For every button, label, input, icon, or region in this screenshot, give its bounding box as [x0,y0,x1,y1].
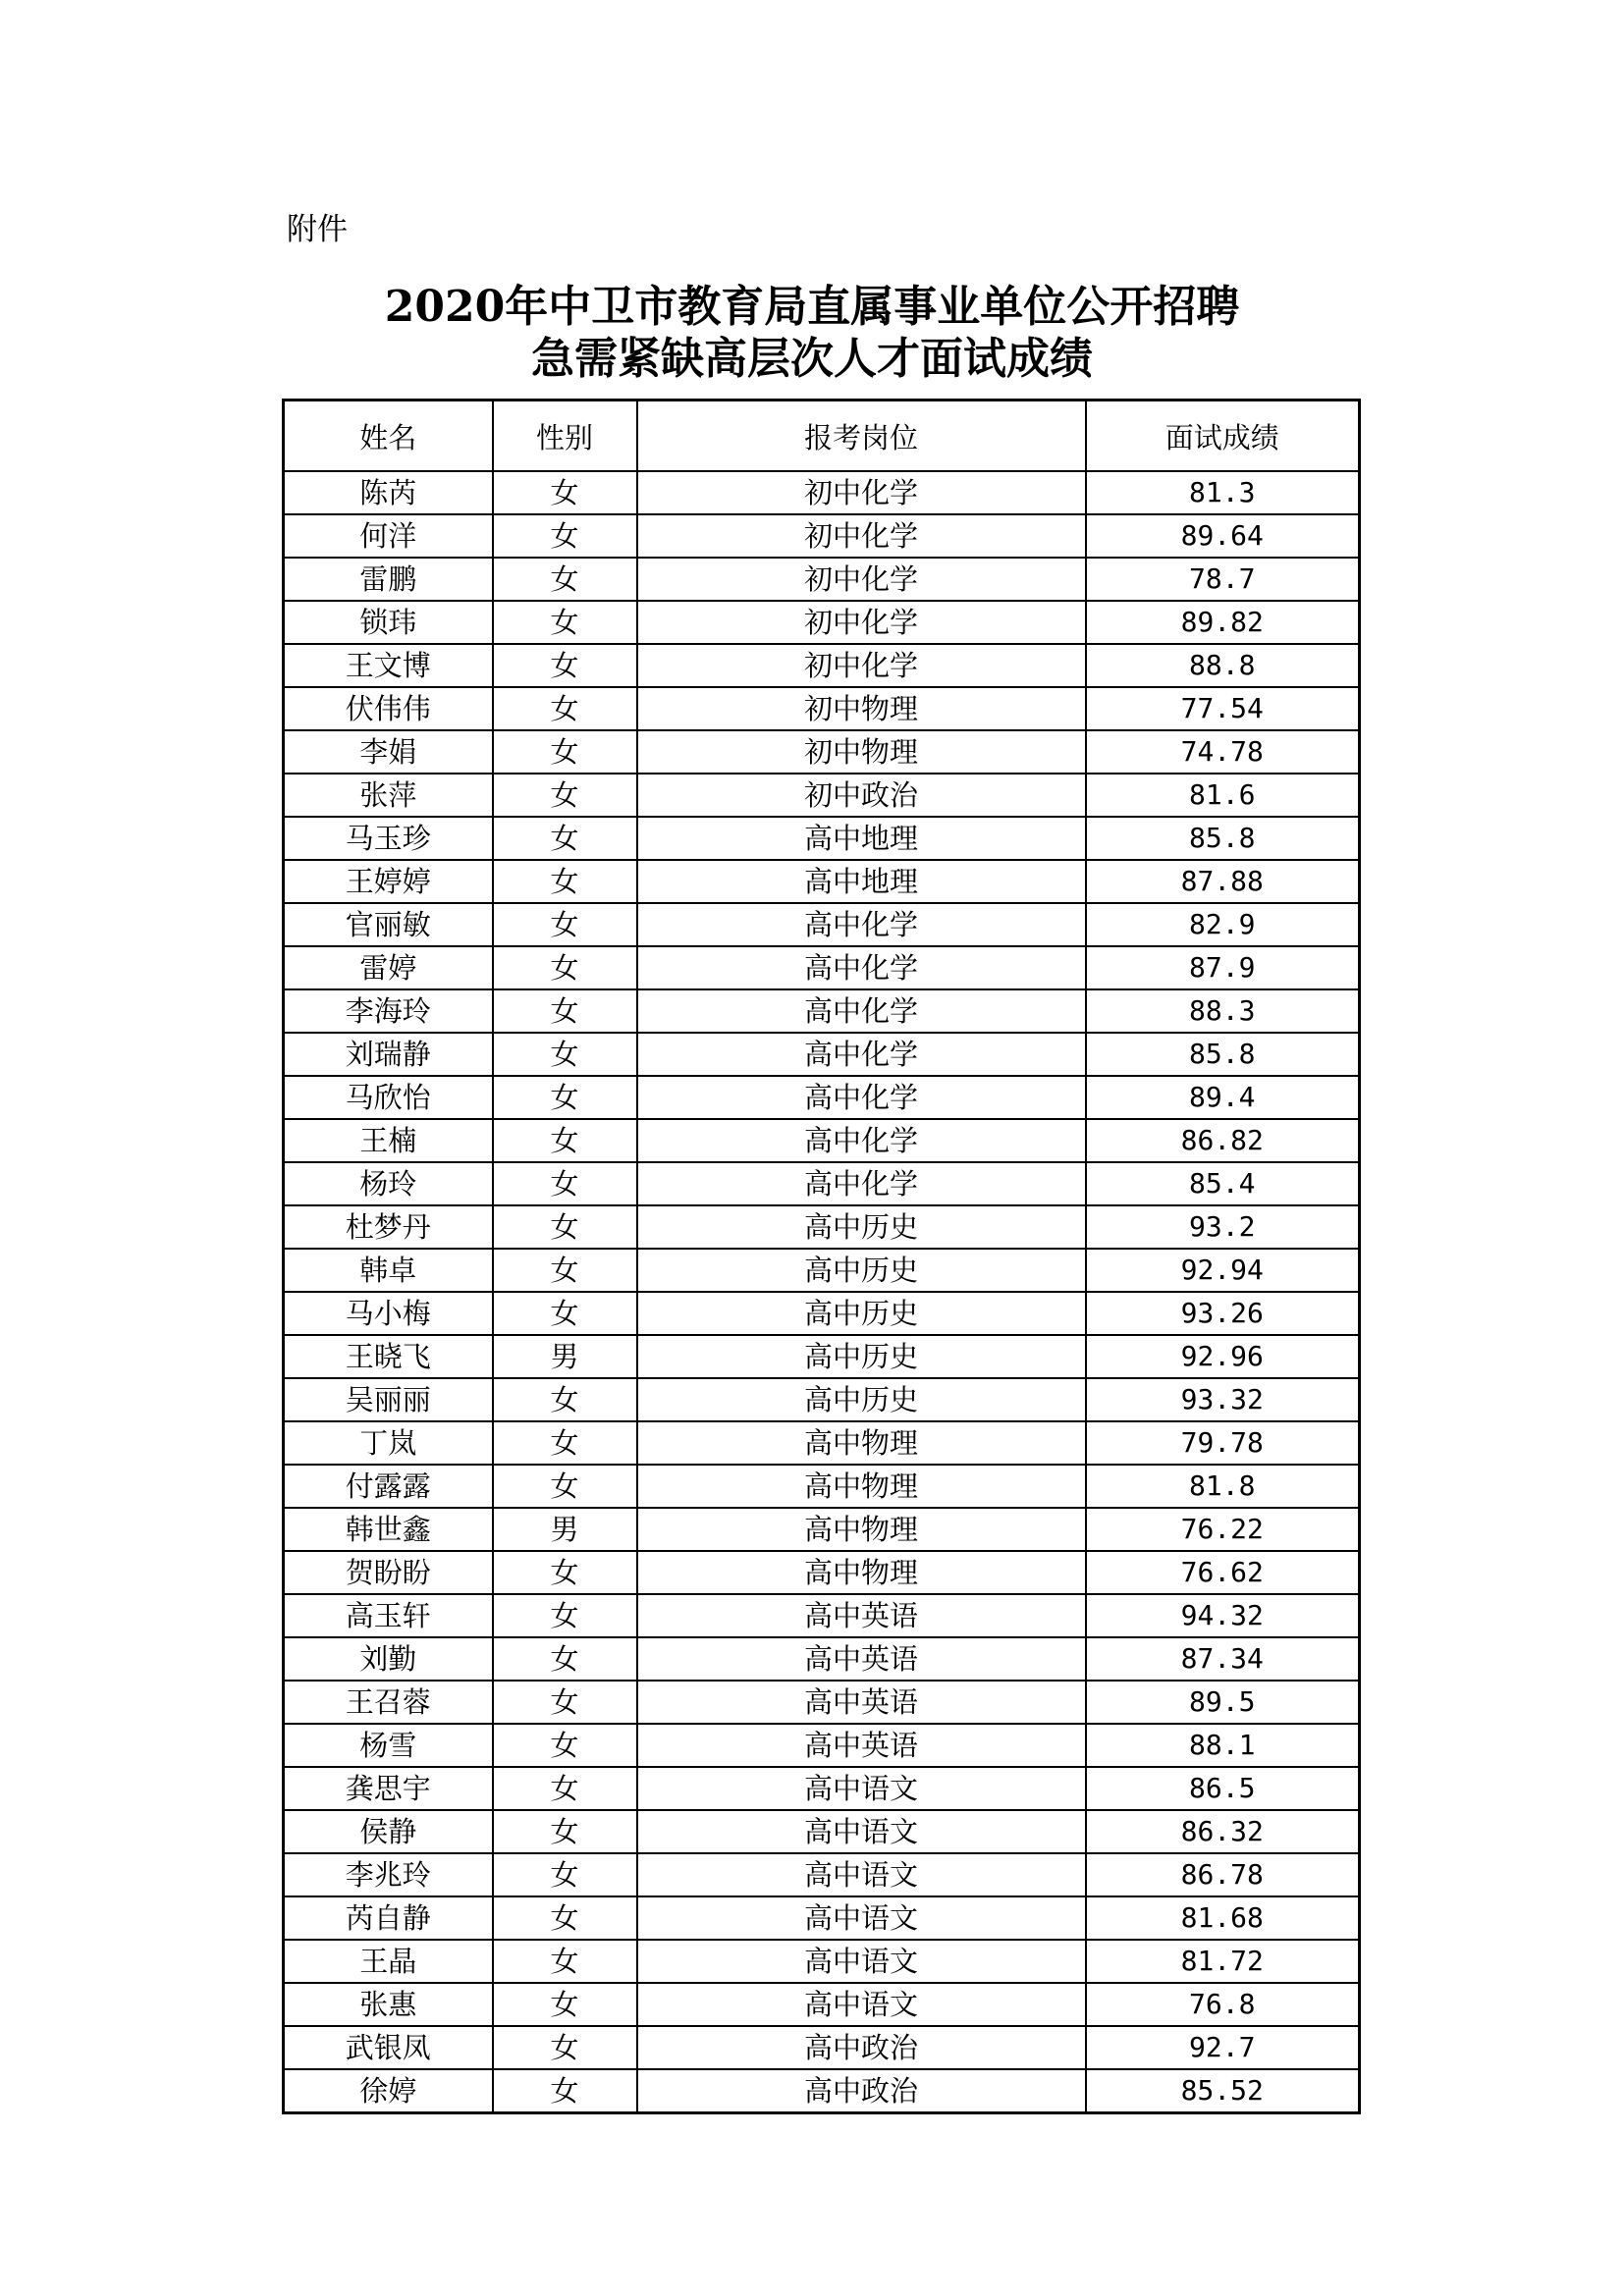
cell-gender: 女 [493,1378,637,1421]
cell-score: 81.72 [1086,1940,1360,1983]
table-header-row [284,400,1360,472]
table-row [284,1853,1360,1896]
cell-score: 77.54 [1086,687,1360,730]
cell-name: 王文博 [284,644,493,687]
table-row [284,817,1360,860]
cell-name: 何洋 [284,514,493,558]
cell-gender: 女 [493,558,637,601]
cell-name: 李海玲 [284,989,493,1033]
cell-score: 94.32 [1086,1594,1360,1637]
cell-score: 88.8 [1086,644,1360,687]
cell-position: 高中地理 [637,860,1086,903]
cell-gender: 女 [493,601,637,644]
cell-gender: 女 [493,1767,637,1810]
cell-position: 初中化学 [637,558,1086,601]
table-row [284,1292,1360,1335]
header-gender: 性别 [493,400,637,472]
cell-score: 74.78 [1086,730,1360,774]
cell-position: 高中化学 [637,989,1086,1033]
cell-score: 89.82 [1086,601,1360,644]
cell-name: 李娟 [284,730,493,774]
cell-position: 初中化学 [637,644,1086,687]
cell-name: 韩卓 [284,1249,493,1292]
cell-gender: 女 [493,1465,637,1508]
cell-name: 雷鹏 [284,558,493,601]
table-row [284,860,1360,903]
cell-position: 高中语文 [637,1983,1086,2026]
cell-name: 武银凤 [284,2026,493,2069]
cell-name: 龚思宇 [284,1767,493,1810]
cell-position: 高中语文 [637,1896,1086,1940]
cell-position: 初中物理 [637,730,1086,774]
table-row [284,1205,1360,1249]
cell-score: 93.32 [1086,1378,1360,1421]
cell-position: 高中物理 [637,1465,1086,1508]
table-row [284,1724,1360,1767]
cell-gender: 女 [493,1810,637,1853]
cell-gender: 女 [493,1853,637,1896]
table-row [284,1335,1360,1378]
cell-gender: 女 [493,471,637,514]
cell-position: 高中英语 [637,1681,1086,1724]
cell-position: 高中英语 [637,1594,1086,1637]
cell-gender: 女 [493,1551,637,1594]
header-name: 姓名 [284,400,493,472]
header-position: 报考岗位 [637,400,1086,472]
cell-position: 高中语文 [637,1853,1086,1896]
cell-position: 高中历史 [637,1378,1086,1421]
cell-position: 高中政治 [637,2026,1086,2069]
cell-name: 丁岚 [284,1421,493,1465]
interview-scores-table [282,399,1361,2114]
cell-gender: 女 [493,1681,637,1724]
cell-position: 高中历史 [637,1292,1086,1335]
table-row [284,1421,1360,1465]
cell-name: 雷婷 [284,946,493,989]
attachment-label: 附件 [287,212,348,247]
cell-name: 王晓飞 [284,1335,493,1378]
table-row [284,1162,1360,1205]
cell-position: 初中物理 [637,687,1086,730]
table-row [284,514,1360,558]
cell-name: 刘勤 [284,1637,493,1681]
cell-score: 89.5 [1086,1681,1360,1724]
cell-gender: 女 [493,730,637,774]
cell-gender: 男 [493,1335,637,1378]
cell-name: 李兆玲 [284,1853,493,1896]
cell-score: 76.8 [1086,1983,1360,2026]
cell-score: 82.9 [1086,903,1360,946]
cell-gender: 女 [493,2026,637,2069]
cell-gender: 女 [493,1421,637,1465]
cell-gender: 男 [493,1508,637,1551]
cell-name: 吴丽丽 [284,1378,493,1421]
table-row [284,1119,1360,1162]
cell-position: 高中英语 [637,1637,1086,1681]
cell-name: 官丽敏 [284,903,493,946]
cell-score: 93.26 [1086,1292,1360,1335]
cell-position: 高中历史 [637,1249,1086,1292]
cell-name: 王召蓉 [284,1681,493,1724]
cell-position: 高中物理 [637,1508,1086,1551]
table-row [284,1033,1360,1076]
cell-name: 杨玲 [284,1162,493,1205]
cell-position: 高中语文 [637,1767,1086,1810]
cell-score: 76.22 [1086,1508,1360,1551]
cell-position: 高中化学 [637,903,1086,946]
cell-score: 92.7 [1086,2026,1360,2069]
cell-position: 高中语文 [637,1940,1086,1983]
cell-gender: 女 [493,989,637,1033]
table-row [284,601,1360,644]
table-row [284,1983,1360,2026]
table-row [284,1465,1360,1508]
cell-name: 杜梦丹 [284,1205,493,1249]
cell-gender: 女 [493,774,637,817]
table-row [284,1551,1360,1594]
cell-position: 高中化学 [637,946,1086,989]
cell-position: 高中历史 [637,1205,1086,1249]
cell-gender: 女 [493,946,637,989]
cell-score: 81.6 [1086,774,1360,817]
cell-name: 杨雪 [284,1724,493,1767]
cell-score: 85.4 [1086,1162,1360,1205]
cell-gender: 女 [493,1033,637,1076]
cell-position: 初中化学 [637,601,1086,644]
cell-name: 锁玮 [284,601,493,644]
table-row [284,989,1360,1033]
cell-gender: 女 [493,1896,637,1940]
table-row [284,687,1360,730]
cell-score: 81.8 [1086,1465,1360,1508]
cell-gender: 女 [493,903,637,946]
document-title-line-2: 急需紧缺高层次人才面试成绩 [531,334,1093,384]
cell-name: 陈芮 [284,471,493,514]
table-row [284,903,1360,946]
cell-score: 93.2 [1086,1205,1360,1249]
cell-score: 87.34 [1086,1637,1360,1681]
cell-name: 马欣怡 [284,1076,493,1119]
table-row [284,1896,1360,1940]
header-score: 面试成绩 [1086,400,1360,472]
table-row [284,1508,1360,1551]
cell-gender: 女 [493,687,637,730]
cell-score: 78.7 [1086,558,1360,601]
cell-name: 王晶 [284,1940,493,1983]
table-row [284,946,1360,989]
cell-name: 韩世鑫 [284,1508,493,1551]
cell-score: 85.8 [1086,1033,1360,1076]
cell-name: 贺盼盼 [284,1551,493,1594]
cell-score: 86.78 [1086,1853,1360,1896]
cell-score: 87.88 [1086,860,1360,903]
table-row [284,1637,1360,1681]
cell-score: 85.8 [1086,817,1360,860]
cell-score: 88.1 [1086,1724,1360,1767]
cell-gender: 女 [493,1162,637,1205]
cell-score: 92.94 [1086,1249,1360,1292]
table-row [284,1810,1360,1853]
cell-gender: 女 [493,1205,637,1249]
table-row [284,1249,1360,1292]
cell-gender: 女 [493,1940,637,1983]
cell-name: 徐婷 [284,2069,493,2113]
table-row [284,730,1360,774]
table-row [284,558,1360,601]
cell-name: 付露露 [284,1465,493,1508]
cell-position: 高中化学 [637,1119,1086,1162]
table-row [284,774,1360,817]
cell-name: 张萍 [284,774,493,817]
cell-score: 85.52 [1086,2069,1360,2113]
cell-gender: 女 [493,1249,637,1292]
table-row [284,644,1360,687]
cell-score: 86.82 [1086,1119,1360,1162]
cell-score: 81.3 [1086,471,1360,514]
cell-score: 87.9 [1086,946,1360,989]
cell-position: 高中化学 [637,1033,1086,1076]
cell-position: 初中化学 [637,514,1086,558]
table-row [284,1767,1360,1810]
cell-score: 92.96 [1086,1335,1360,1378]
cell-score: 79.78 [1086,1421,1360,1465]
cell-gender: 女 [493,514,637,558]
table-row [284,1594,1360,1637]
table-row [284,1681,1360,1724]
cell-position: 高中化学 [637,1076,1086,1119]
cell-gender: 女 [493,2069,637,2113]
cell-position: 初中政治 [637,774,1086,817]
cell-name: 王楠 [284,1119,493,1162]
cell-name: 侯静 [284,1810,493,1853]
cell-name: 高玉轩 [284,1594,493,1637]
table-row [284,1940,1360,1983]
cell-name: 王婷婷 [284,860,493,903]
cell-name: 马小梅 [284,1292,493,1335]
table-row [284,2026,1360,2069]
cell-gender: 女 [493,817,637,860]
cell-position: 高中物理 [637,1551,1086,1594]
cell-score: 88.3 [1086,989,1360,1033]
table-row [284,471,1360,514]
cell-score: 81.68 [1086,1896,1360,1940]
cell-position: 高中英语 [637,1724,1086,1767]
cell-score: 89.64 [1086,514,1360,558]
cell-gender: 女 [493,1637,637,1681]
cell-score: 86.5 [1086,1767,1360,1810]
cell-position: 高中语文 [637,1810,1086,1853]
cell-gender: 女 [493,860,637,903]
cell-name: 马玉珍 [284,817,493,860]
cell-position: 初中化学 [637,471,1086,514]
cell-position: 高中化学 [637,1162,1086,1205]
cell-name: 刘瑞静 [284,1033,493,1076]
table-row [284,2069,1360,2113]
cell-gender: 女 [493,1119,637,1162]
table-row [284,1076,1360,1119]
table-row [284,1378,1360,1421]
cell-position: 高中历史 [637,1335,1086,1378]
cell-gender: 女 [493,1724,637,1767]
cell-score: 86.32 [1086,1810,1360,1853]
table-body [284,471,1360,2113]
cell-score: 76.62 [1086,1551,1360,1594]
document-title-line-1: 2020年中卫市教育局直属事业单位公开招聘 [384,282,1240,332]
cell-gender: 女 [493,1076,637,1119]
cell-position: 高中地理 [637,817,1086,860]
cell-name: 伏伟伟 [284,687,493,730]
cell-name: 张惠 [284,1983,493,2026]
cell-gender: 女 [493,1983,637,2026]
cell-gender: 女 [493,1292,637,1335]
cell-gender: 女 [493,1594,637,1637]
cell-gender: 女 [493,644,637,687]
cell-position: 高中政治 [637,2069,1086,2113]
cell-name: 芮自静 [284,1896,493,1940]
cell-position: 高中物理 [637,1421,1086,1465]
cell-score: 89.4 [1086,1076,1360,1119]
